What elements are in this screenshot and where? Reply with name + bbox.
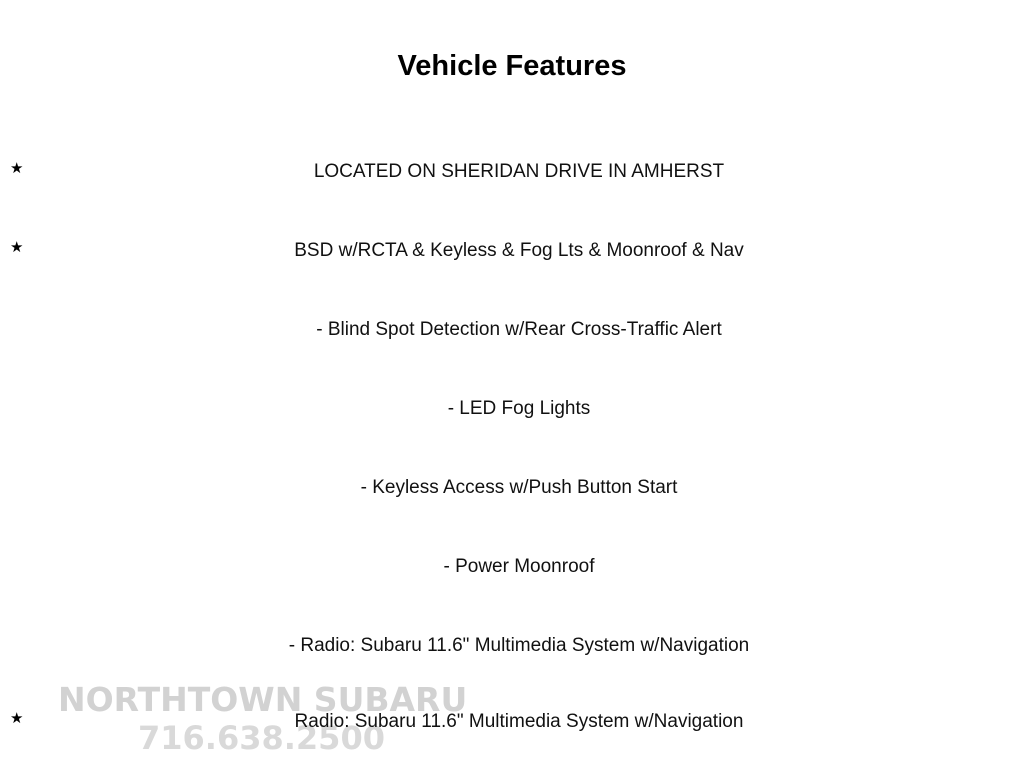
feature-text: - Radio: Subaru 11.6" Multimedia System w/Navigation	[288, 635, 750, 656]
feature-item	[0, 387, 1024, 466]
feature-item	[0, 545, 1024, 624]
star-icon: ★	[10, 160, 24, 177]
feature-text: - Power Moonroof	[443, 556, 595, 577]
feature-list	[0, 150, 1024, 703]
feature-item	[0, 624, 1024, 703]
feature-item	[0, 150, 1024, 229]
feature-text: Radio: Subaru 11.6" Multimedia System w/Navigation	[294, 711, 744, 732]
feature-item	[0, 229, 1024, 308]
page-title: Vehicle Features	[397, 50, 627, 82]
star-icon: ★	[10, 710, 24, 727]
feature-text: - LED Fog Lights	[447, 398, 591, 419]
feature-item	[0, 466, 1024, 545]
star-icon: ★	[10, 239, 24, 256]
feature-text: - Keyless Access w/Push Button Start	[360, 477, 678, 498]
watermark-phone: 716.638.2500	[138, 719, 385, 757]
feature-text: - Blind Spot Detection w/Rear Cross-Traffic Alert	[316, 319, 722, 340]
feature-text: LOCATED ON SHERIDAN DRIVE IN AMHERST	[313, 161, 725, 182]
feature-item	[0, 308, 1024, 387]
feature-item	[0, 700, 1024, 750]
feature-text: BSD w/RCTA & Keyless & Fog Lts & Moonroof & Nav	[294, 240, 744, 261]
watermark-dealer-name: NORTHTOWN SUBARU	[58, 680, 468, 719]
